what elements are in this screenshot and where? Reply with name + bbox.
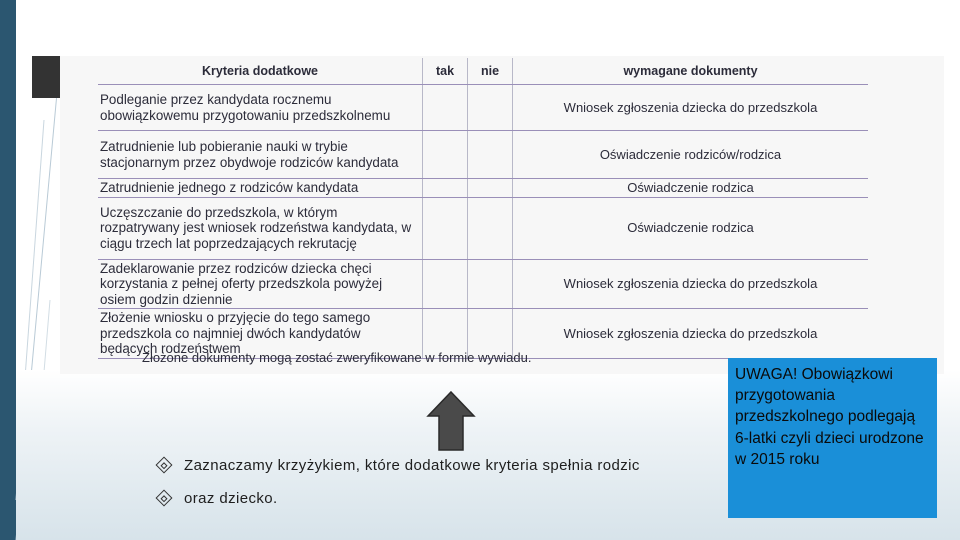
no-checkbox-cell[interactable] bbox=[468, 197, 513, 259]
document-cell: Oświadczenie rodzica bbox=[513, 197, 869, 259]
yes-checkbox-cell[interactable] bbox=[423, 179, 468, 198]
no-checkbox-cell[interactable] bbox=[468, 131, 513, 179]
no-checkbox-cell[interactable] bbox=[468, 259, 513, 309]
table-row bbox=[98, 85, 868, 131]
scanned-criteria-table bbox=[60, 56, 944, 374]
document-cell: Oświadczenie rodziców/rodzica bbox=[513, 131, 869, 179]
table-row bbox=[98, 131, 868, 179]
header-criteria: Kryteria dodatkowe bbox=[98, 58, 423, 85]
diamond-bullet-icon bbox=[156, 457, 173, 474]
bullet-text: Zaznaczamy krzyżykiem, które dodatkowe kryteria spełnia rodzic bbox=[184, 457, 640, 474]
up-arrow-icon bbox=[426, 390, 476, 452]
table-row bbox=[98, 197, 868, 259]
header-no: nie bbox=[468, 58, 513, 85]
criterion-cell: Podleganie przez kandydata rocznemu obowiązkowemu przygotowaniu przedszkolnemu bbox=[98, 85, 423, 131]
yes-checkbox-cell[interactable] bbox=[423, 85, 468, 131]
notice-box: UWAGA! Obowiązkowi przygotowania przedszkolnego podlegają 6-latki czyli dzieci urodzone w 2015 roku bbox=[728, 358, 937, 518]
bullet-item bbox=[158, 452, 640, 485]
criterion-cell: Zadeklarowanie przez rodziców dziecka chęci korzystania z pełnej oferty przedszkola powyżej osiem godzin dziennie bbox=[98, 259, 423, 309]
yes-checkbox-cell[interactable] bbox=[423, 197, 468, 259]
table-row bbox=[98, 179, 868, 198]
header-documents: wymagane dokumenty bbox=[513, 58, 869, 85]
criterion-cell: Zatrudnienie lub pobieranie nauki w trybie stacjonarnym przez obydwoje rodziców kandydata bbox=[98, 131, 423, 179]
diamond-bullet-icon bbox=[156, 490, 173, 507]
document-cell: Wniosek zgłoszenia dziecka do przedszkola bbox=[513, 85, 869, 131]
table-row bbox=[98, 259, 868, 309]
yes-checkbox-cell[interactable] bbox=[423, 259, 468, 309]
no-checkbox-cell[interactable] bbox=[468, 85, 513, 131]
criteria-table bbox=[98, 58, 868, 359]
criterion-cell: Złożenie wniosku o przyjęcie do tego samego przedszkola co najmniej dwóch kandydatów będących rodzeństwem bbox=[98, 309, 423, 359]
criterion-cell: Uczęszczanie do przedszkola, w którym rozpatrywany jest wniosek rodzeństwa kandydata, w ciągu trzech lat poprzedzających rekrutację bbox=[98, 197, 423, 259]
bullet-list bbox=[158, 452, 640, 518]
bullet-item bbox=[158, 485, 640, 518]
decorative-square bbox=[32, 56, 60, 98]
verification-note: Złożone dokumenty mogą zostać zweryfikowane w formie wywiadu. bbox=[142, 350, 532, 365]
criterion-cell: Zatrudnienie jednego z rodziców kandydata bbox=[98, 179, 423, 198]
bullet-text: oraz dziecko. bbox=[184, 490, 278, 507]
document-cell: Wniosek zgłoszenia dziecka do przedszkola bbox=[513, 259, 869, 309]
document-cell: Oświadczenie rodzica bbox=[513, 179, 869, 198]
table-header-row bbox=[98, 58, 868, 85]
yes-checkbox-cell[interactable] bbox=[423, 131, 468, 179]
document-cell: Wniosek zgłoszenia dziecka do przedszkola bbox=[513, 309, 869, 359]
no-checkbox-cell[interactable] bbox=[468, 179, 513, 198]
header-yes: tak bbox=[423, 58, 468, 85]
